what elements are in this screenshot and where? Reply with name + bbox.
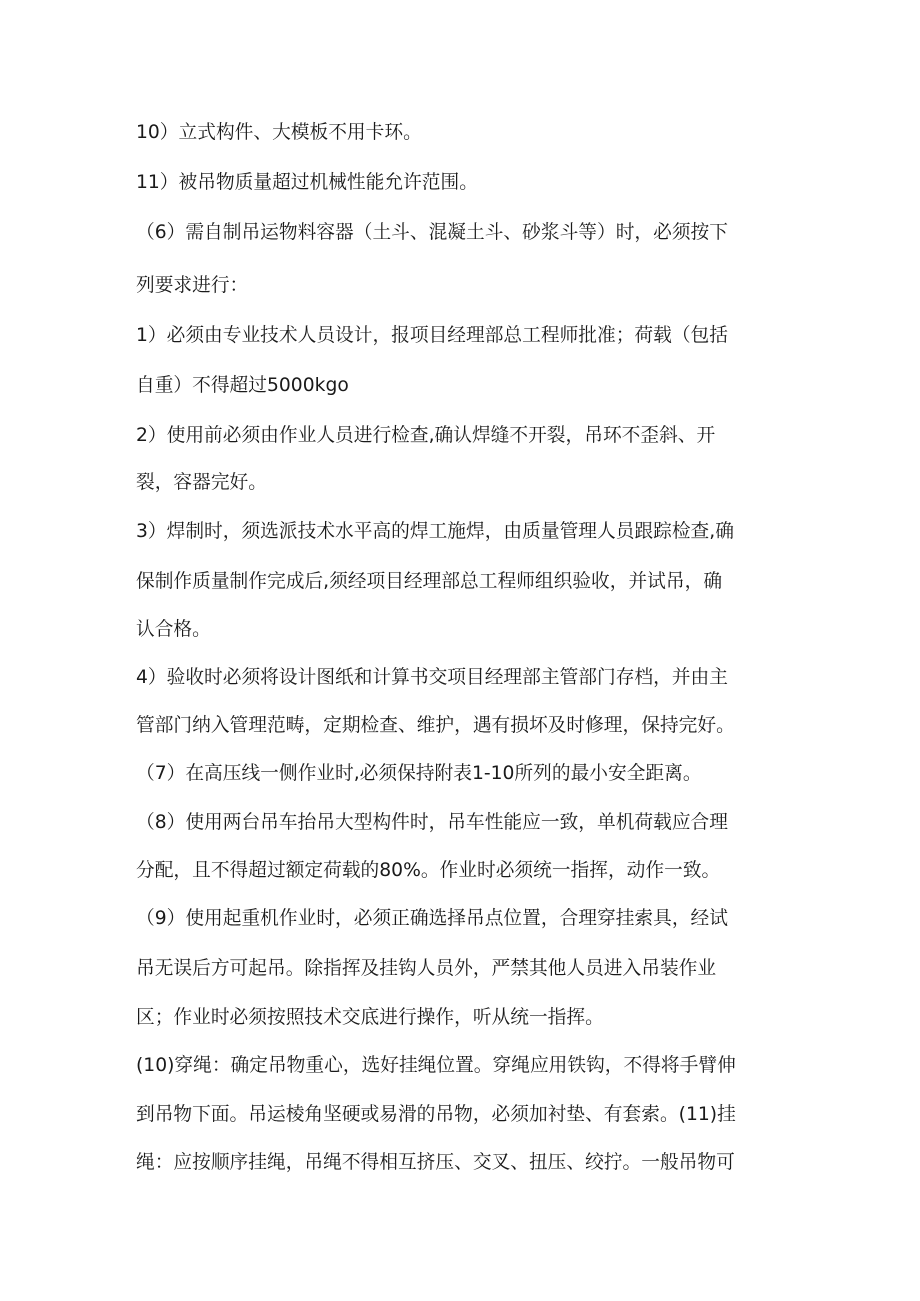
text-line: 10）立式构件、大模板不用卡环。 [136, 121, 422, 143]
text-line: （9）使用起重机作业时，必须正确选择吊点位置，合理穿挂索具，经试 [136, 907, 728, 929]
text-line: 到吊物下面。吊运棱角坚硬或易滑的吊物，必须加衬垫、有套索。(11)挂 [136, 1103, 736, 1125]
text-line: 3）焊制时，须选派技术水平高的焊工施焊，由质量管理人员跟踪检查,确 [136, 520, 734, 542]
text-line: 自重）不得超过5000kgo [136, 374, 349, 396]
text-line: 2）使用前必须由作业人员进行检查,确认焊缝不开裂，吊环不歪斜、开 [136, 424, 716, 446]
text-line: 区；作业时必须按照技术交底进行操作，听从统一指挥。 [136, 1006, 604, 1028]
text-line: 裂，容器完好。 [136, 471, 268, 493]
text-line: 分配，且不得超过额定荷载的80%。作业时必须统一指挥，动作一致。 [136, 859, 721, 881]
text-line: 吊无误后方可起吊。除指挥及挂钩人员外，严禁其他人员进入吊装作业 [136, 957, 717, 979]
text-line: 1）必须由专业技术人员设计，报项目经理部总工程师批准；荷载（包括 [136, 324, 728, 346]
text-line: 列要求进行： [136, 274, 249, 296]
text-line: (10)穿绳：确定吊物重心，选好挂绳位置。穿绳应用铁钩，不得将手臂伸 [136, 1054, 736, 1076]
text-line: 绳：应按顺序挂绳，吊绳不得相互挤压、交叉、扭压、绞拧。一般吊物可 [136, 1151, 735, 1173]
text-line: 11）被吊物质量超过机械性能允许范围。 [136, 171, 478, 193]
text-line: （7）在高压线一侧作业时,必须保持附表1-10所列的最小安全距离。 [136, 762, 702, 784]
text-line: 4）验收时必须将设计图纸和计算书交项目经理部主管部门存档，并由主 [136, 666, 728, 688]
text-line: 认合格。 [136, 618, 211, 640]
text-line: 保制作质量制作完成后,须经项目经理部总工程师组织验收，并试吊，确 [136, 570, 723, 592]
text-line: （8）使用两台吊车抬吊大型构件时，吊车性能应一致，单机荷载应合理 [136, 811, 728, 833]
text-line: 管部门纳入管理范畴，定期检查、维护，遇有损坏及时修理，保持完好。 [136, 714, 735, 736]
text-line: （6）需自制吊运物料容器（土斗、混凝土斗、砂浆斗等）时，必须按下 [136, 221, 728, 243]
